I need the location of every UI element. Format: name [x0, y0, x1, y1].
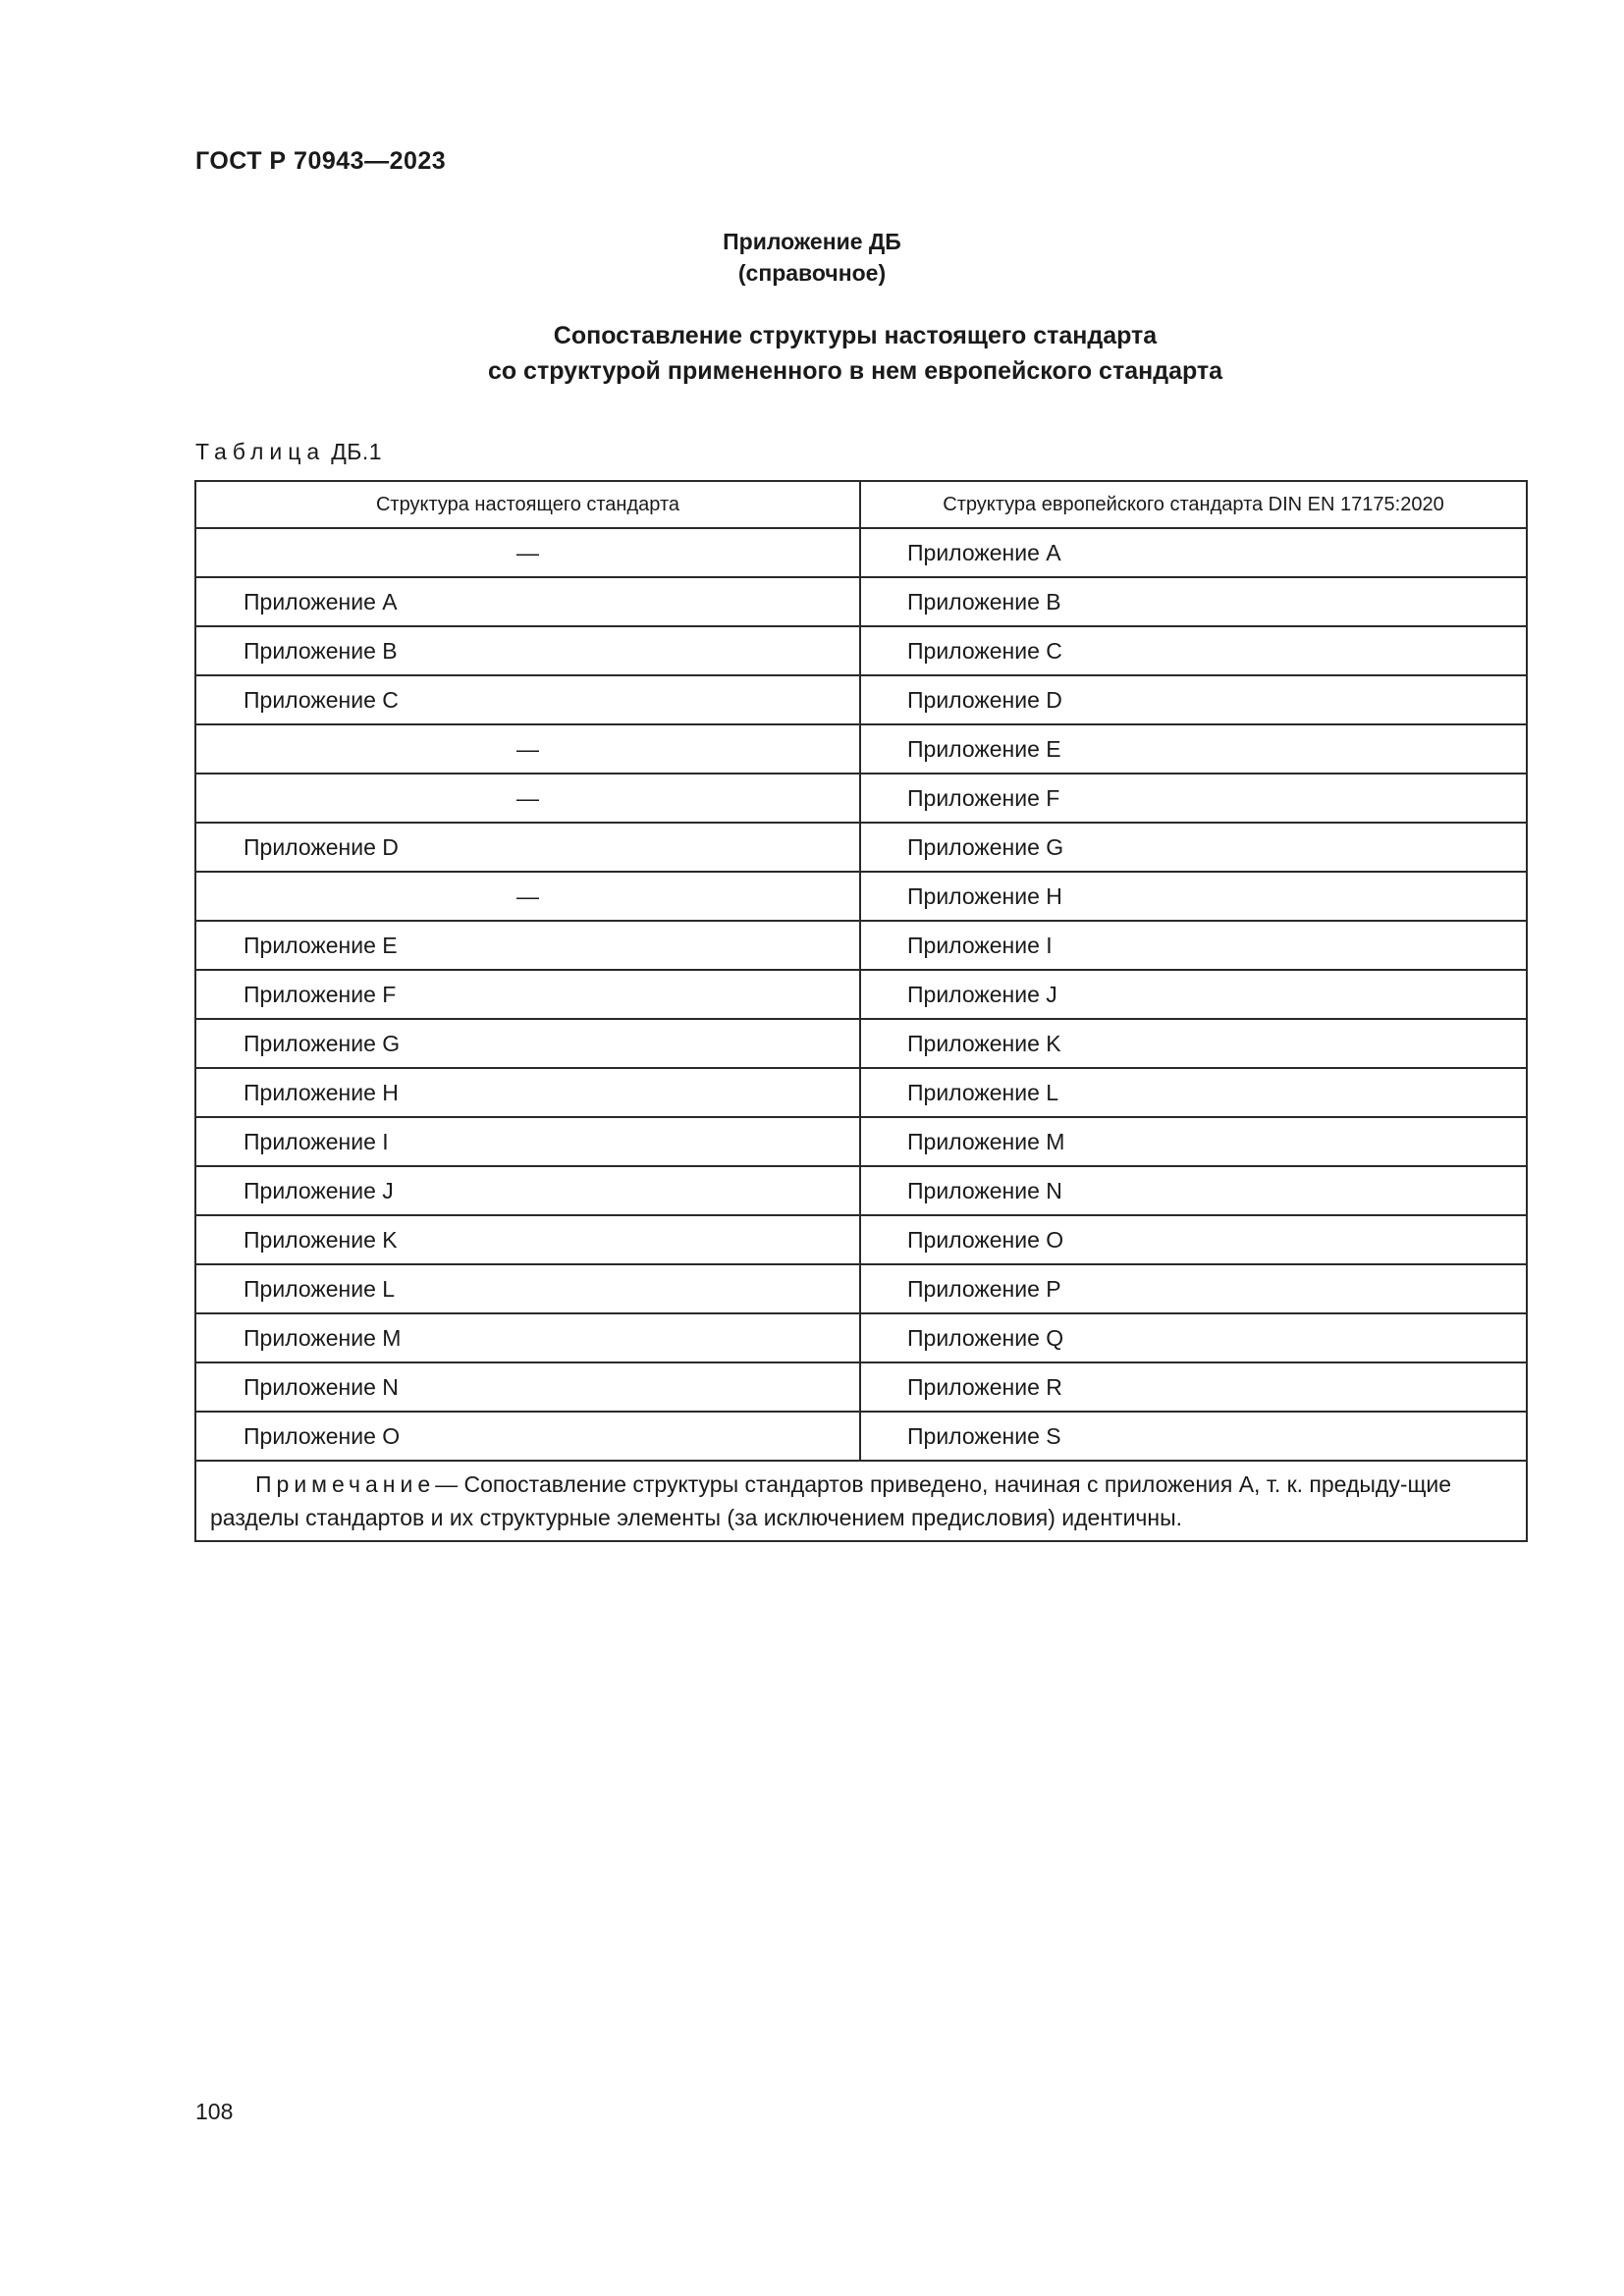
cell-european-standard: Приложение R — [860, 1362, 1527, 1412]
cell-current-standard: Приложение А — [195, 577, 860, 626]
annex-type: (справочное) — [737, 260, 887, 286]
cell-european-standard: Приложение F — [860, 774, 1527, 823]
table-row — [195, 1264, 1527, 1313]
cell-current-standard: Приложение I — [195, 1117, 860, 1166]
cell-current-standard: Приложение D — [195, 823, 860, 872]
table-caption-word: Таблица — [195, 439, 326, 464]
cell-european-standard: Приложение L — [860, 1068, 1527, 1117]
table-row — [195, 528, 1527, 577]
table-row — [195, 774, 1527, 823]
cell-european-standard: Приложение M — [860, 1117, 1527, 1166]
table-row — [195, 1362, 1527, 1412]
column-header-european-standard: Структура европейского стандарта DIN EN 17175:2020 — [860, 481, 1527, 528]
cell-european-standard: Приложение N — [860, 1166, 1527, 1215]
page-number: 108 — [195, 2099, 234, 2124]
cell-european-standard: Приложение O — [860, 1215, 1527, 1264]
cell-current-standard: Приложение M — [195, 1313, 860, 1362]
cell-european-standard: Приложение I — [860, 921, 1527, 970]
table-row — [195, 872, 1527, 921]
cell-european-standard: Приложение P — [860, 1264, 1527, 1313]
table-row — [195, 1117, 1527, 1166]
cell-current-standard: Приложение L — [195, 1264, 860, 1313]
table-caption — [195, 439, 382, 465]
cell-european-standard: Приложение J — [860, 970, 1527, 1019]
cell-european-standard: Приложение A — [860, 528, 1527, 577]
cell-current-standard: Приложение J — [195, 1166, 860, 1215]
table-row — [195, 1412, 1527, 1461]
annex-heading — [0, 226, 1624, 289]
document-code: ГОСТ Р 70943—2023 — [195, 147, 447, 175]
table-row — [195, 626, 1527, 675]
cell-current-standard: Приложение E — [195, 921, 860, 970]
table-note-row — [195, 1461, 1527, 1541]
column-header-current-standard: Структура настоящего стандарта — [195, 481, 860, 528]
cell-current-standard: — — [195, 528, 860, 577]
cell-current-standard: Приложение B — [195, 626, 860, 675]
cell-european-standard: Приложение D — [860, 675, 1527, 724]
page-title-line-2: со структурой примененного в нем европейского стандарта — [487, 357, 1223, 385]
table-note-text: — Сопоставление структуры стандартов приведено, начиная с приложения А, т. к. предыду-щие разделы стандартов и их структурные элементы (за исключением предисловия) идентичны. — [210, 1471, 1452, 1530]
table-row — [195, 675, 1527, 724]
table-caption-number: ДБ.1 — [331, 439, 383, 464]
table-row — [195, 724, 1527, 774]
cell-current-standard: Приложение H — [195, 1068, 860, 1117]
table-body — [195, 528, 1527, 1461]
cell-current-standard: — — [195, 774, 860, 823]
cell-european-standard: Приложение B — [860, 577, 1527, 626]
cell-current-standard: Приложение O — [195, 1412, 860, 1461]
table-row — [195, 823, 1527, 872]
cell-current-standard: Приложение F — [195, 970, 860, 1019]
page-title — [0, 318, 1624, 389]
cell-european-standard: Приложение Q — [860, 1313, 1527, 1362]
table-header-row — [195, 481, 1527, 528]
cell-european-standard: Приложение E — [860, 724, 1527, 774]
cell-european-standard: Приложение S — [860, 1412, 1527, 1461]
table-row — [195, 1313, 1527, 1362]
cell-current-standard: Приложение N — [195, 1362, 860, 1412]
cell-current-standard: — — [195, 872, 860, 921]
cell-european-standard: Приложение K — [860, 1019, 1527, 1068]
table-row — [195, 1068, 1527, 1117]
cell-current-standard: Приложение C — [195, 675, 860, 724]
table-note — [195, 1461, 1527, 1541]
comparison-table — [194, 480, 1528, 1542]
table-row — [195, 1215, 1527, 1264]
table-note-label: Примечание — [255, 1471, 436, 1497]
table-row — [195, 1166, 1527, 1215]
table-row — [195, 970, 1527, 1019]
page-title-line-1: Сопоставление структуры настоящего стандарта — [553, 322, 1158, 349]
cell-current-standard: Приложение K — [195, 1215, 860, 1264]
table-row — [195, 921, 1527, 970]
cell-european-standard: Приложение H — [860, 872, 1527, 921]
annex-title: Приложение ДБ — [723, 229, 901, 254]
table-row — [195, 1019, 1527, 1068]
cell-european-standard: Приложение C — [860, 626, 1527, 675]
cell-european-standard: Приложение G — [860, 823, 1527, 872]
cell-current-standard: — — [195, 724, 860, 774]
table-row — [195, 577, 1527, 626]
cell-current-standard: Приложение G — [195, 1019, 860, 1068]
